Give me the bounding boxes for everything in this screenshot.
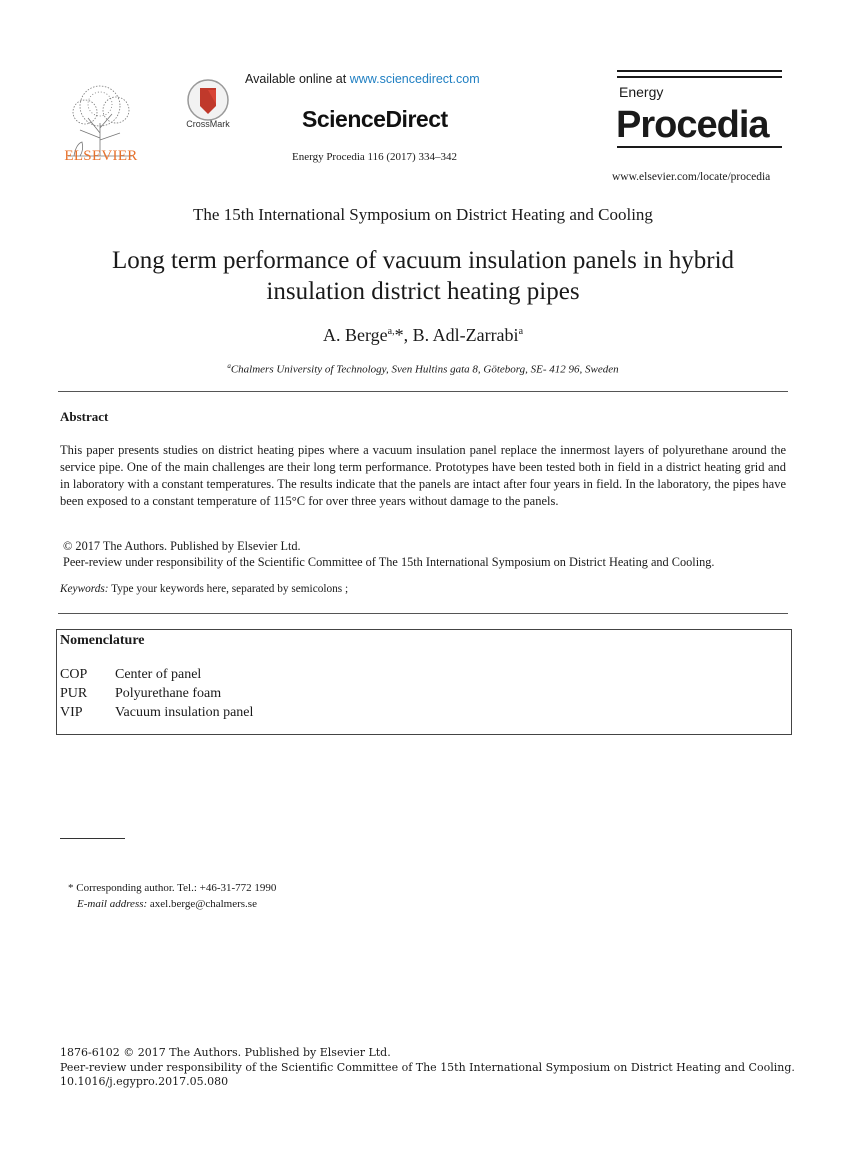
paper-title bbox=[60, 245, 786, 307]
peer-review-line: Peer-review under responsibility of the Scientific Committee of The 15th International Symposium on District Heating and Cooling. bbox=[63, 555, 715, 569]
copyright-block bbox=[63, 538, 714, 570]
journal-url[interactable]: www.elsevier.com/locate/procedia bbox=[612, 171, 771, 183]
divider bbox=[58, 613, 788, 614]
publisher-name: ELSEVIER bbox=[64, 148, 138, 164]
title-line-2: insulation district heating pipes bbox=[266, 278, 580, 305]
affiliation-text: Chalmers University of Technology, Sven Hultins gata 8, Göteborg, SE- 412 96, Sweden bbox=[230, 363, 619, 376]
journal-reference: Energy Procedia 116 (2017) 334–342 bbox=[292, 151, 457, 163]
sciencedirect-wordmark: ScienceDirect bbox=[302, 106, 448, 132]
author-1-affiliation-mark: a, bbox=[387, 326, 395, 337]
footer-peer-review: Peer-review under responsibility of the Scientific Committee of The 15th International Symposium on District Heating and Cooling. bbox=[60, 1060, 795, 1074]
issn-line: 1876-6102 © 2017 The Authors. Published by Elsevier Ltd. bbox=[60, 1046, 391, 1059]
keywords-label: Keywords: bbox=[60, 583, 109, 595]
sciencedirect-link[interactable]: www.sciencedirect.com bbox=[349, 72, 480, 86]
title-line-1: Long term performance of vacuum insulation panels in hybrid bbox=[111, 247, 735, 274]
nomenclature-abbr: COP bbox=[60, 667, 88, 682]
corresponding-author: * Corresponding author. Tel.: +46-31-772 1990 bbox=[68, 882, 277, 894]
footer-block bbox=[60, 1046, 795, 1090]
journal-small-title: Energy bbox=[619, 84, 664, 100]
available-online-prefix: Available online at bbox=[245, 72, 350, 86]
footnote bbox=[68, 880, 276, 912]
nomenclature-heading: Nomenclature bbox=[60, 633, 145, 648]
keywords-text: Type your keywords here, separated by semicolons ; bbox=[108, 583, 349, 595]
nomenclature-abbr: PUR bbox=[60, 686, 88, 701]
email-label: E-mail address: bbox=[77, 898, 148, 910]
affiliation bbox=[0, 362, 846, 376]
keywords bbox=[60, 583, 348, 595]
email-line bbox=[68, 896, 276, 912]
footnote-rule bbox=[60, 838, 125, 839]
nomenclature-row bbox=[60, 705, 253, 721]
copyright-line: © 2017 The Authors. Published by Elsevier Ltd. bbox=[63, 539, 301, 553]
email-address[interactable]: axel.berge@chalmers.se bbox=[147, 898, 257, 910]
nomenclature-row bbox=[60, 667, 201, 683]
crossmark-label: CrossMark bbox=[186, 119, 230, 129]
nomenclature-meaning: Polyurethane foam bbox=[115, 686, 222, 701]
authors bbox=[0, 325, 846, 346]
abstract-text: This paper presents studies on district heating pipes where a vacuum insulation panel replace the innermost layers of polyurethane around the service pipe. One of the main challenges are their long term performance. Prototypes have been tested both in field in a district heating grid and in laboratory with a constant temperatures. The results indicate that the panels are intact after four years in field. In the laboratory, the pipes have been exposed to a constant temperature of 115°C for over three years without damage to the panels. bbox=[60, 443, 786, 508]
journal-large-title: Procedia bbox=[616, 104, 769, 146]
author-2: B. Adl-Zarrabi bbox=[412, 325, 519, 345]
available-online-line bbox=[245, 72, 480, 86]
nomenclature-meaning: Center of panel bbox=[115, 667, 202, 682]
corresponding-star: *, bbox=[394, 325, 413, 345]
author-2-affiliation-mark: a bbox=[518, 326, 524, 337]
nomenclature-row bbox=[60, 686, 221, 702]
nomenclature-meaning: Vacuum insulation panel bbox=[115, 705, 254, 720]
abstract-heading: Abstract bbox=[60, 409, 109, 424]
divider bbox=[58, 391, 788, 392]
nomenclature-abbr: VIP bbox=[60, 705, 83, 720]
conference-name: The 15th International Symposium on District Heating and Cooling bbox=[193, 205, 653, 224]
affiliation-mark: a bbox=[227, 362, 231, 370]
doi[interactable]: 10.1016/j.egypro.2017.05.080 bbox=[60, 1075, 229, 1088]
author-1: A. Berge bbox=[322, 325, 388, 345]
